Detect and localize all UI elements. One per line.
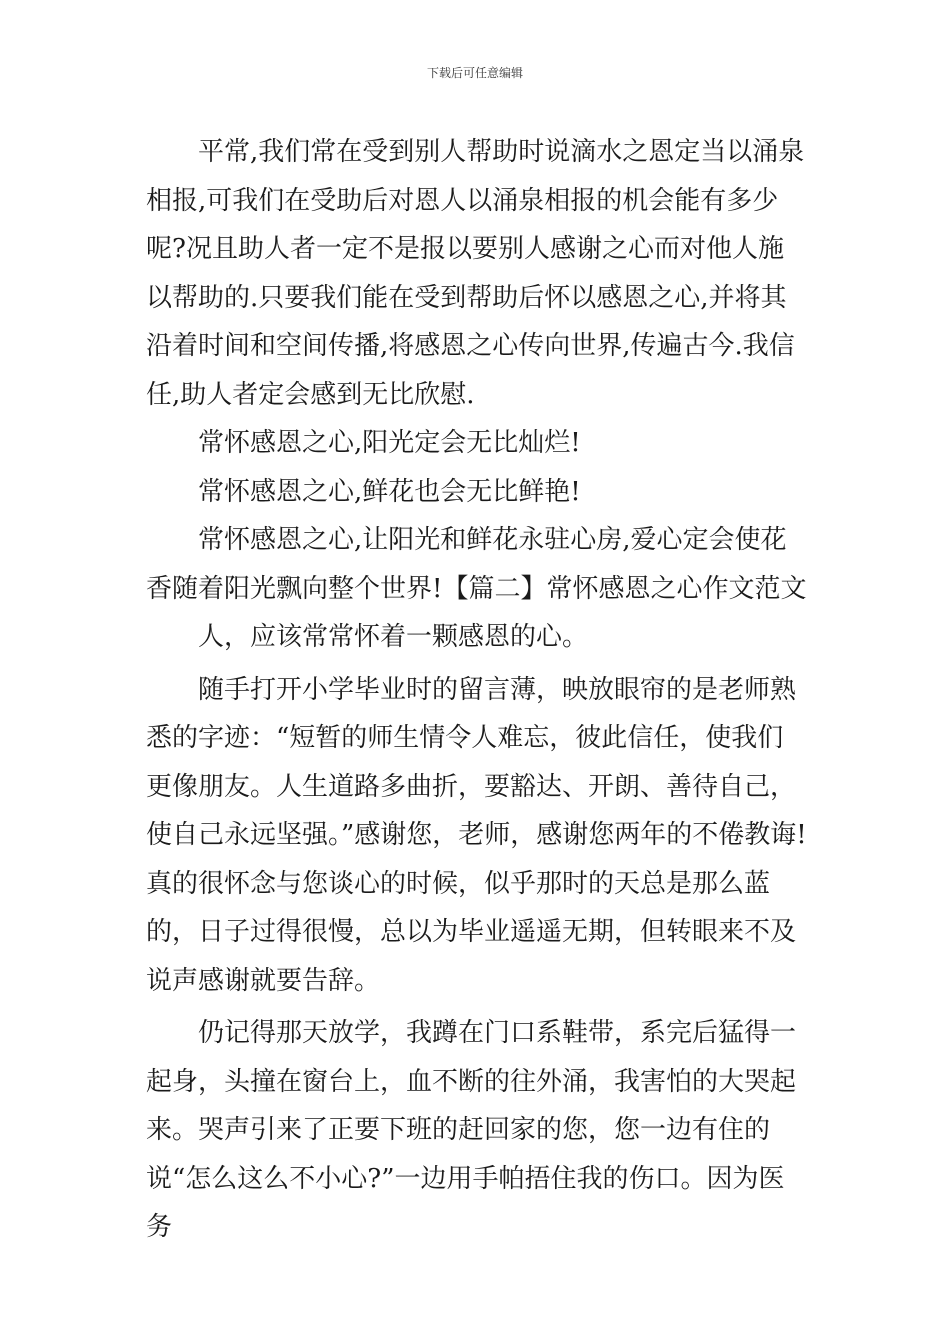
page-header: 下载后可任意编辑: [426, 66, 523, 80]
document-body: [146, 128, 808, 1252]
paragraph: 常怀感恩之心,阳光定会无比灿烂!: [198, 428, 581, 458]
paragraph: 常怀感恩之心,让阳光和鲜花永驻心房,爱心定会使花香随着阳光飘向整个世界!【篇二】常怀感恩之心作文范文: [146, 525, 807, 604]
paragraph: 仍记得那天放学，我蹲在门口系鞋带，系完后猛得一起身，头撞在窗台上，血不断的往外涌，我害怕的大哭起来。哭声引来了正要下班的赶回家的您，您一边有住的说“怎么这么不小心?”一边用手帕捂住我的伤口。因为医务: [146, 1018, 797, 1242]
paragraph: 常怀感恩之心,鲜花也会无比鲜艳!: [198, 476, 581, 507]
paragraph: 平常,我们常在受到别人帮助时说滴水之恩定当以涌泉相报,可我们在受助后对恩人以涌泉相报的机会能有多少呢?况且助人者一定不是报以要别人感谢之心而对他人施以帮助的.只要我们能在受到帮助后怀以感恩之心,并将其沿着时间和空间传播,将感恩之心传向世界,传遍古今.我信任,助人者定会感到无比欣慰.: [146, 137, 805, 410]
paragraph: 随手打开小学毕业时的留言薄，映放眼帘的是老师熟悉的字迹：“短暂的师生情令人难忘，彼此信任，使我们更像朋友。人生道路多曲折，要豁达、开朗、善待自己，使自己永远坚强。”感谢您，老师，感谢您两年的不倦教诲!真的很怀念与您谈心的时候，似乎那时的天总是那么蓝的，日子过得很慢，总以为毕业遥遥无期，但转眼来不及说声感谢就要告辞。: [146, 674, 807, 996]
paragraph: 人，应该常常怀着一颗感恩的心。: [198, 622, 589, 652]
